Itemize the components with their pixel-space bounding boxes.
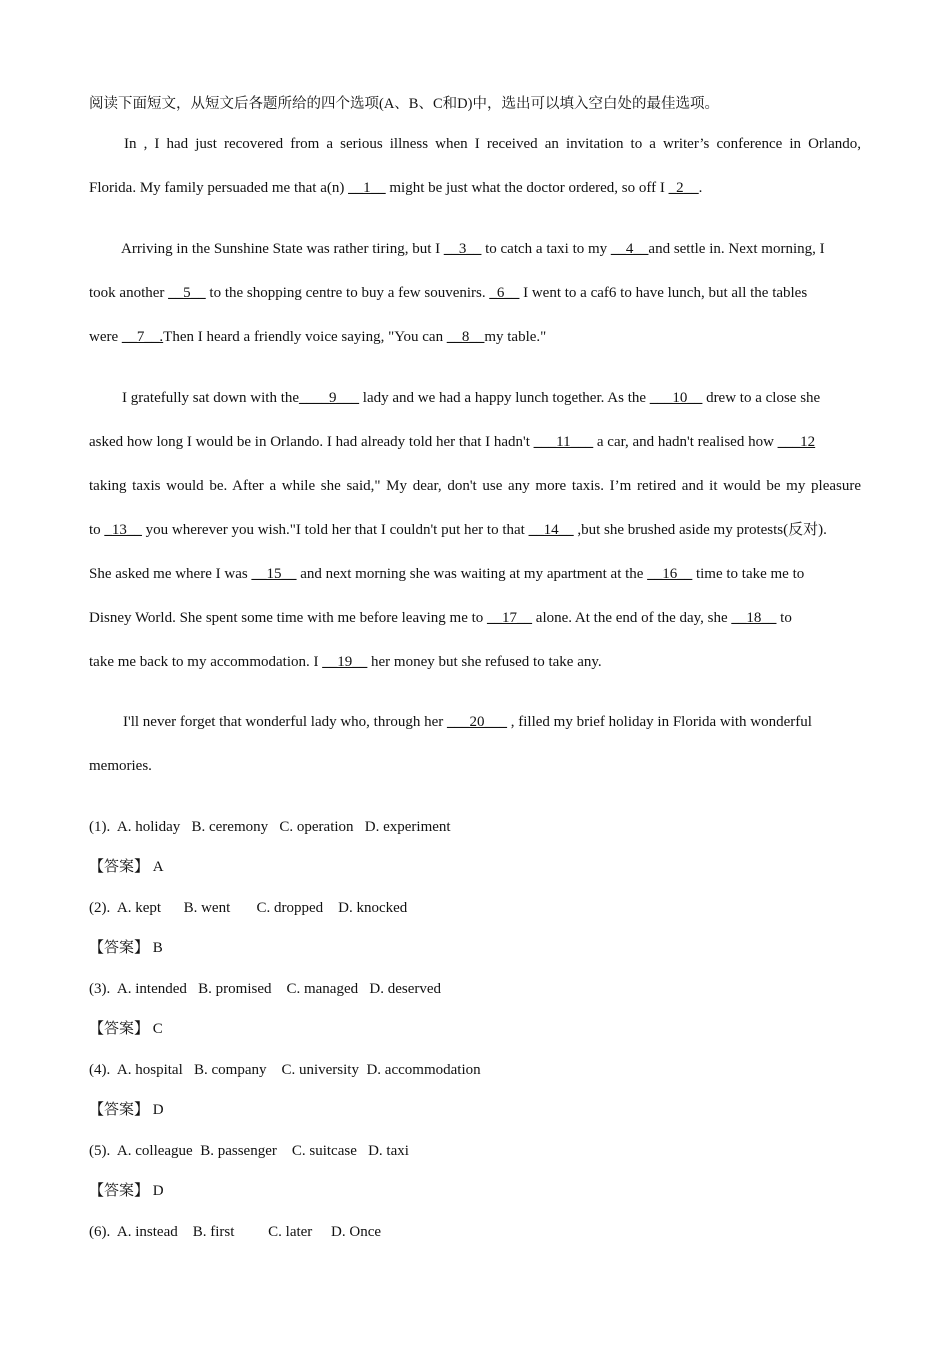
blank-7: __7__.	[121, 329, 164, 345]
answer-3: 【答案】 C	[89, 1021, 163, 1037]
blank-20: ___20___	[447, 714, 508, 730]
blank-1: __1__	[348, 180, 386, 196]
blank-10: ___10__	[649, 390, 703, 406]
passage-line: I'll never forget that wonderful lady who, through her ___20___ , filled my brief holiday in Florida with wonderful	[123, 714, 812, 730]
passage-line: Florida. My family persuaded me that a(n) __1__ might be just what the doctor ordered, so off I _2__.	[89, 180, 703, 196]
passage-line: Disney World. She spent some time with me before leaving me to __17__ alone. At the end of the day, she __18__ to	[89, 610, 792, 626]
blank-17: __17__	[487, 610, 533, 626]
passage-line: She asked me where I was __15__ and next morning she was waiting at my apartment at the __16__ time to take me to	[89, 566, 805, 582]
question-2: (2). A. kept B. went C. dropped D. knocked	[89, 900, 408, 916]
passage-line: In , I had just recovered from a serious illness when I received an invitation to a writer’s conference in Orlando,	[124, 136, 861, 152]
blank-11: ___11___	[533, 434, 594, 450]
instruction-text: 阅读下面短文，从短文后各题所给的四个选项(A、B、C和D)中，选出可以填入空白处的最佳选项。	[89, 96, 719, 112]
question-1: (1). A. holiday B. ceremony C. operation D. experiment	[89, 819, 451, 835]
question-5: (5). A. colleague B. passenger C. suitcase D. taxi	[89, 1143, 409, 1159]
blank-3: __3__	[443, 241, 482, 257]
passage-line: asked how long I would be in Orlando. I had already told her that I hadn't ___11___ a car, and hadn't realised how ___12	[89, 434, 816, 450]
passage-line: taking taxis would be. After a while she said," My dear, don't use any more taxis. I’m retired and it would be my pleasure	[89, 478, 861, 494]
blank-12: ___12	[777, 434, 816, 450]
blank-2: _2__	[668, 180, 699, 196]
blank-5: __5__	[168, 285, 206, 301]
passage-line: to _13__ you wherever you wish."I told her that I couldn't put her to that __14__ ,but she brushed aside my protests(反对).	[89, 522, 827, 538]
passage-line: took another __5__ to the shopping centre to buy a few souvenirs. _6__ I went to a caf6 to have lunch, but all the tables	[89, 285, 808, 301]
answer-1: 【答案】 A	[89, 859, 164, 875]
answer-4: 【答案】 D	[89, 1102, 164, 1118]
passage-line: memories.	[89, 758, 152, 774]
passage-line: were __7__.Then I heard a friendly voice saying, "You can __8__my table."	[89, 329, 547, 345]
question-3: (3). A. intended B. promised C. managed D. deserved	[89, 981, 442, 997]
blank-13: _13__	[104, 522, 142, 538]
blank-6: _6__	[489, 285, 520, 301]
blank-14: __14__	[528, 522, 574, 538]
passage-line: take me back to my accommodation. I __19__ her money but she refused to take any.	[89, 654, 602, 670]
question-6: (6). A. instead B. first C. later D. Once	[89, 1224, 382, 1240]
blank-8: __8__	[446, 329, 485, 345]
blank-19: __19__	[322, 654, 368, 670]
blank-9: ____9___	[299, 390, 360, 406]
question-4: (4). A. hospital B. company C. university D. accommodation	[89, 1062, 481, 1078]
blank-16: __16__	[647, 566, 693, 582]
answer-5: 【答案】 D	[89, 1183, 164, 1199]
passage-line: I gratefully sat down with the____9___ lady and we had a happy lunch together. As the ___10__ drew to a close she	[122, 390, 821, 406]
blank-4: __4__	[610, 241, 649, 257]
answer-2: 【答案】 B	[89, 940, 163, 956]
blank-15: __15__	[251, 566, 297, 582]
passage-line: Arriving in the Sunshine State was rather tiring, but I __3__ to catch a taxi to my __4__and settle in. Next morning, I	[121, 241, 825, 257]
blank-18: __18__	[731, 610, 777, 626]
